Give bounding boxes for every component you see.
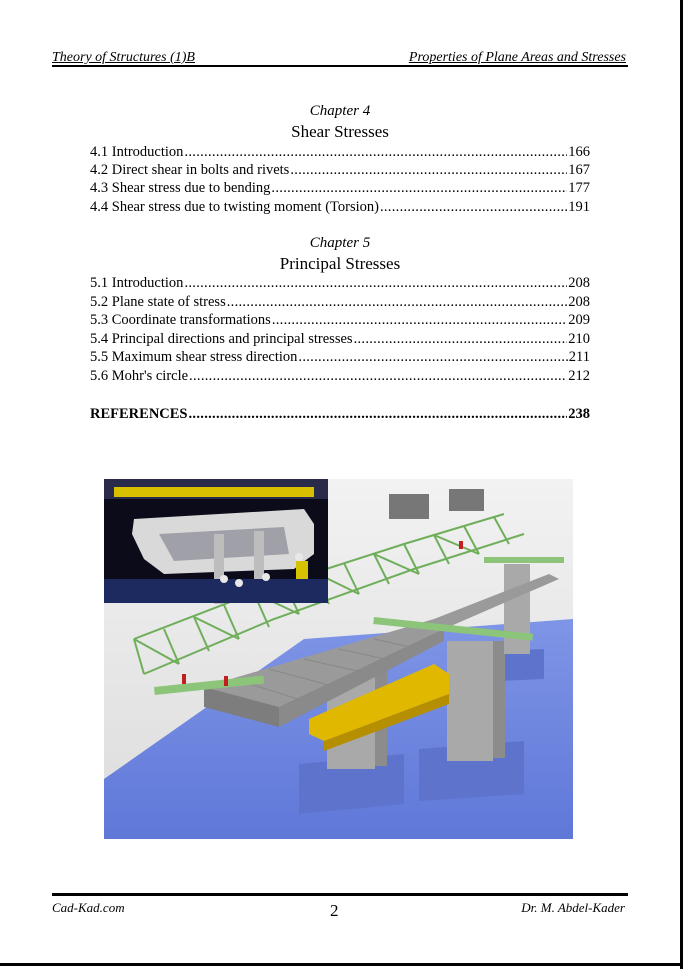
- page-edge-right: [680, 0, 683, 969]
- toc-entry-title: 5.1 Introduction: [90, 275, 184, 291]
- page-edge-bottom: [0, 963, 683, 966]
- toc-entry-title: 5.3 Coordinate transformations: [90, 312, 271, 328]
- footer-rule: [52, 893, 628, 896]
- toc-leader: [227, 293, 568, 312]
- references-title: REFERENCES: [90, 406, 188, 422]
- chapter-5-title: Principal Stresses: [279, 254, 401, 273]
- toc-entry-title: 4.4 Shear stress due to twisting moment (Torsion): [90, 199, 379, 215]
- references-page: 238: [568, 406, 590, 422]
- footer-website: Cad-Kad.com: [52, 900, 125, 915]
- header-section-title: Properties of Plane Areas and Stresses: [408, 50, 626, 65]
- toc-entry[interactable]: [90, 330, 590, 349]
- footer-author: Dr. M. Abdel-Kader: [521, 900, 625, 915]
- toc-entry[interactable]: [90, 161, 590, 180]
- toc-entry-page: 177: [568, 180, 590, 196]
- toc-entry[interactable]: [90, 179, 590, 198]
- toc-leader: [189, 367, 567, 386]
- toc-entry-title: 5.6 Mohr's circle: [90, 368, 189, 384]
- toc-entry[interactable]: [90, 311, 590, 330]
- toc-entry-page: 211: [568, 349, 590, 365]
- header-rule: [52, 65, 628, 67]
- toc-entry-page: 210: [568, 331, 590, 347]
- toc-entry[interactable]: [90, 348, 590, 367]
- page-number: 2: [330, 901, 339, 920]
- toc-leader: [298, 348, 567, 367]
- toc-leader: [354, 330, 568, 349]
- chapter-4-label: Chapter 4: [309, 103, 371, 119]
- toc-entry-page: 208: [568, 275, 590, 291]
- toc-entry[interactable]: [90, 143, 590, 162]
- references-entry[interactable]: [90, 405, 590, 424]
- toc-entry[interactable]: [90, 367, 590, 386]
- bridge-illustration: [104, 479, 573, 839]
- toc-entry-page: 212: [568, 368, 590, 384]
- toc-leader: [184, 143, 567, 162]
- toc-leader: [272, 311, 567, 330]
- toc-entry-page: 209: [568, 312, 590, 328]
- toc-leader: [290, 161, 567, 180]
- toc-entry-page: 208: [568, 294, 590, 310]
- toc-entry-title: 5.2 Plane state of stress: [90, 294, 226, 310]
- chapter-4-title: Shear Stresses: [291, 122, 389, 141]
- toc-entry-title: 4.1 Introduction: [90, 144, 184, 160]
- toc-entry-title: 5.5 Maximum shear stress direction: [90, 349, 298, 365]
- toc-entry-page: 166: [568, 144, 590, 160]
- bridge-construction-figure: [104, 479, 573, 839]
- chapter-5-label: Chapter 5: [309, 235, 371, 251]
- toc-entry-page: 191: [568, 199, 590, 215]
- toc-entry-title: 4.2 Direct shear in bolts and rivets: [90, 162, 290, 178]
- toc-entry[interactable]: [90, 198, 590, 217]
- toc-leader: [380, 198, 567, 217]
- header-book-title: Theory of Structures (1)B: [52, 50, 195, 65]
- toc-entry-title: 4.3 Shear stress due to bending: [90, 180, 271, 196]
- toc-entry[interactable]: [90, 293, 590, 312]
- toc-entry[interactable]: [90, 274, 590, 293]
- toc-entry-title: 5.4 Principal directions and principal stresses: [90, 331, 353, 347]
- toc-leader: [271, 179, 567, 198]
- toc-entry-page: 167: [568, 162, 590, 178]
- toc-leader: [184, 274, 567, 293]
- toc-leader: [189, 405, 568, 424]
